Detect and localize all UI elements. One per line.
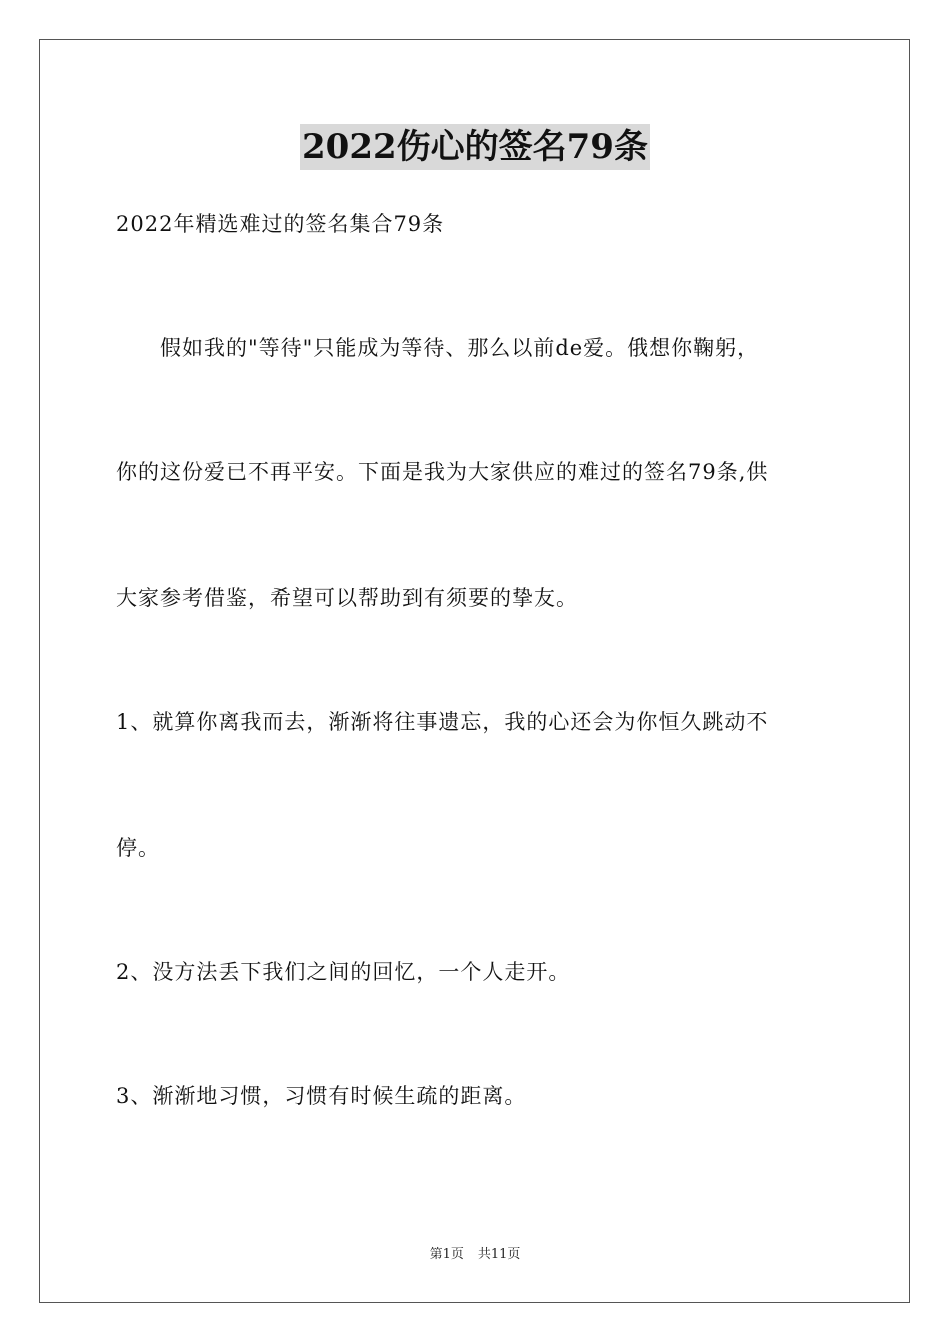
list-item-line: 1、就算你离我而去，渐渐将往事遗忘，我的心还会为你恒久跳动不 (116, 710, 769, 734)
paragraph-line: 大家参考借鉴，希望可以帮助到有须要的挚友。 (116, 586, 578, 610)
paragraph-line: 你的这份爱已不再平安。下面是我为大家供应的难过的签名79条,供 (116, 460, 769, 484)
page-number: 第1页 (429, 1247, 464, 1262)
title-container (0, 124, 950, 170)
list-item-line: 停。 (116, 836, 160, 860)
document-title: 2022伤心的签名79条 (300, 124, 650, 170)
paragraph-line: 假如我的"等待"只能成为等待、那么以前de爱。俄想你鞠躬， (116, 336, 760, 360)
list-item-line: 3、渐渐地习惯，习惯有时候生疏的距离。 (116, 1084, 527, 1108)
page-total: 共11页 (477, 1247, 521, 1262)
document-subtitle: 2022年精选难过的签名集合79条 (116, 212, 445, 236)
page-footer (0, 1246, 950, 1264)
list-item-line: 2、没方法丢下我们之间的回忆，一个人走开。 (116, 960, 571, 984)
